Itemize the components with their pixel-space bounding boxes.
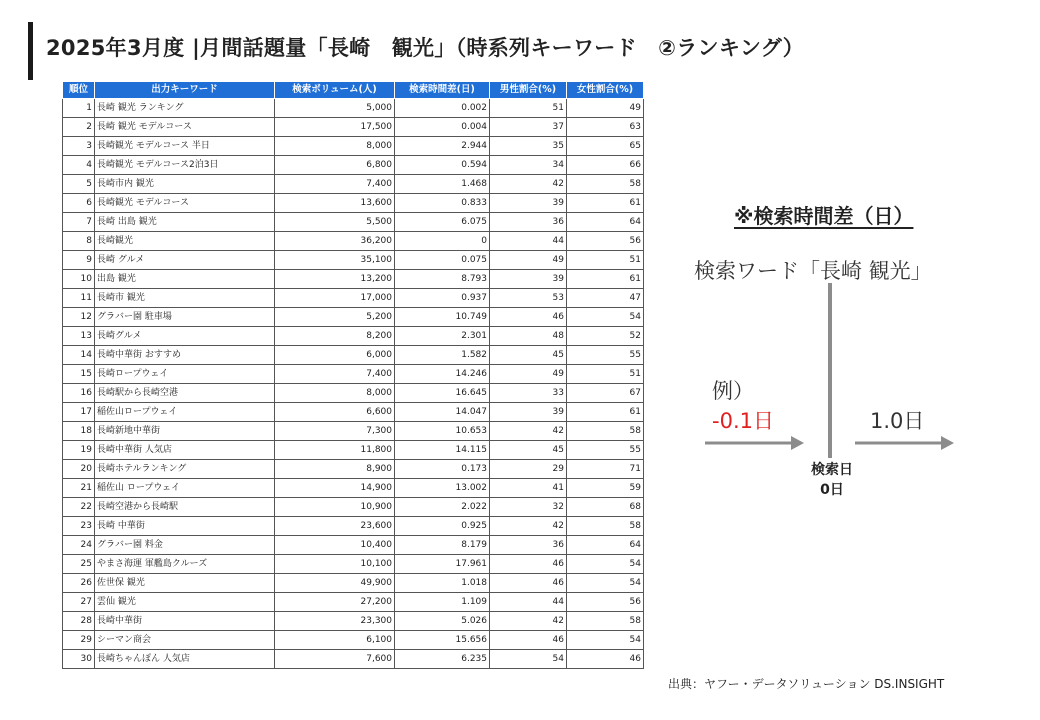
table-cell: 5,200	[275, 308, 395, 327]
table-cell: 32	[490, 498, 567, 517]
table-cell: 44	[490, 232, 567, 251]
keyword-cell: 長崎 観光 ランキング	[95, 99, 275, 118]
search-day-value: 0日	[820, 482, 844, 498]
table-cell: 71	[567, 460, 644, 479]
table-row	[63, 650, 644, 669]
table-cell: 6,800	[275, 156, 395, 175]
keyword-cell: 長崎 グルメ	[95, 251, 275, 270]
table-row	[63, 612, 644, 631]
keyword-cell: グラバー園 駐車場	[95, 308, 275, 327]
table-cell: 0.925	[395, 517, 490, 536]
keyword-cell: 長崎 観光 モデルコース	[95, 118, 275, 137]
table-cell: 14.047	[395, 403, 490, 422]
table-cell: 17,500	[275, 118, 395, 137]
table-cell: 46	[490, 308, 567, 327]
table-cell: 55	[567, 441, 644, 460]
table-row	[63, 270, 644, 289]
table-cell: 68	[567, 498, 644, 517]
table-cell: 49	[567, 99, 644, 118]
table-cell: 0.173	[395, 460, 490, 479]
table-cell: 0.594	[395, 156, 490, 175]
table-cell: 14.115	[395, 441, 490, 460]
table-cell: 2.301	[395, 327, 490, 346]
table-cell: 13,600	[275, 194, 395, 213]
table-cell: 58	[567, 422, 644, 441]
table-cell: 54	[490, 650, 567, 669]
search-word-label: 検索ワード「長崎 観光」	[694, 259, 932, 283]
table-cell: 17.961	[395, 555, 490, 574]
table-cell: 18	[63, 422, 95, 441]
table-cell: 28	[63, 612, 95, 631]
table-cell: 54	[567, 308, 644, 327]
table-cell: 6.075	[395, 213, 490, 232]
table-cell: 19	[63, 441, 95, 460]
column-header: 男性割合(%)	[490, 82, 567, 99]
table-cell: 47	[567, 289, 644, 308]
table-cell: 46	[490, 631, 567, 650]
keyword-cell: グラバー園 料金	[95, 536, 275, 555]
table-cell: 10,400	[275, 536, 395, 555]
table-row	[63, 498, 644, 517]
column-header: 女性割合(%)	[567, 82, 644, 99]
table-row	[63, 156, 644, 175]
keyword-cell: 佐世保 観光	[95, 574, 275, 593]
table-cell: 6,000	[275, 346, 395, 365]
table-cell: 42	[490, 612, 567, 631]
table-cell: 10	[63, 270, 95, 289]
table-cell: 34	[490, 156, 567, 175]
table-cell: 14,900	[275, 479, 395, 498]
table-cell: 2.944	[395, 137, 490, 156]
table-cell: 8.179	[395, 536, 490, 555]
keyword-cell: 長崎駅から長崎空港	[95, 384, 275, 403]
ranking-table	[62, 81, 644, 669]
table-row	[63, 289, 644, 308]
table-cell: 27,200	[275, 593, 395, 612]
table-cell: 22	[63, 498, 95, 517]
search-day-axis-line	[828, 283, 832, 458]
keyword-cell: 長崎中華街	[95, 612, 275, 631]
table-cell: 10.749	[395, 308, 490, 327]
table-cell: 49	[490, 251, 567, 270]
keyword-cell: 長崎新地中華街	[95, 422, 275, 441]
table-cell: 0.075	[395, 251, 490, 270]
table-cell: 3	[63, 137, 95, 156]
table-cell: 58	[567, 612, 644, 631]
table-cell: 1.109	[395, 593, 490, 612]
table-cell: 52	[567, 327, 644, 346]
table-cell: 15.656	[395, 631, 490, 650]
table-cell: 61	[567, 270, 644, 289]
keyword-cell: 長崎観光 モデルコース 半日	[95, 137, 275, 156]
table-row	[63, 536, 644, 555]
table-row	[63, 194, 644, 213]
table-cell: 33	[490, 384, 567, 403]
table-row	[63, 308, 644, 327]
table-cell: 66	[567, 156, 644, 175]
keyword-cell: 稲佐山ロープウェイ	[95, 403, 275, 422]
table-cell: 13	[63, 327, 95, 346]
table-cell: 51	[490, 99, 567, 118]
table-cell: 13.002	[395, 479, 490, 498]
table-cell: 0.937	[395, 289, 490, 308]
table-cell: 6,600	[275, 403, 395, 422]
table-cell: 51	[567, 251, 644, 270]
table-row	[63, 175, 644, 194]
table-cell: 0.002	[395, 99, 490, 118]
table-cell: 59	[567, 479, 644, 498]
table-cell: 1	[63, 99, 95, 118]
table-cell: 6	[63, 194, 95, 213]
table-cell: 7,400	[275, 365, 395, 384]
table-cell: 39	[490, 194, 567, 213]
table-cell: 61	[567, 194, 644, 213]
minus-value-label: -0.1日	[712, 409, 774, 433]
table-cell: 5,500	[275, 213, 395, 232]
table-cell: 51	[567, 365, 644, 384]
keyword-cell: 長崎 出島 観光	[95, 213, 275, 232]
table-cell: 36	[490, 536, 567, 555]
table-cell: 46	[567, 650, 644, 669]
keyword-cell: シーマン商会	[95, 631, 275, 650]
table-cell: 14.246	[395, 365, 490, 384]
table-cell: 4	[63, 156, 95, 175]
table-row	[63, 118, 644, 137]
keyword-cell: 長崎ちゃんぽん 人気店	[95, 650, 275, 669]
table-row	[63, 99, 644, 118]
table-header-row	[63, 82, 644, 99]
table-cell: 37	[490, 118, 567, 137]
table-cell: 13,200	[275, 270, 395, 289]
keyword-cell: 長崎観光 モデルコース	[95, 194, 275, 213]
table-cell: 9	[63, 251, 95, 270]
table-cell: 20	[63, 460, 95, 479]
table-cell: 6.235	[395, 650, 490, 669]
table-cell: 67	[567, 384, 644, 403]
keyword-cell: 長崎グルメ	[95, 327, 275, 346]
table-cell: 5.026	[395, 612, 490, 631]
table-cell: 54	[567, 574, 644, 593]
table-cell: 8,000	[275, 384, 395, 403]
search-day-title: 検索日	[811, 462, 853, 478]
table-cell: 1.468	[395, 175, 490, 194]
table-cell: 1.582	[395, 346, 490, 365]
table-cell: 39	[490, 270, 567, 289]
table-cell: 24	[63, 536, 95, 555]
keyword-cell: 長崎ロープウェイ	[95, 365, 275, 384]
table-cell: 41	[490, 479, 567, 498]
page-title: 2025年3月度 |月間話題量「長崎 観光」（時系列キーワード ②ランキング）	[46, 36, 805, 60]
table-cell: 64	[567, 536, 644, 555]
table-cell: 46	[490, 555, 567, 574]
keyword-cell: 長崎観光	[95, 232, 275, 251]
table-cell: 26	[63, 574, 95, 593]
table-cell: 53	[490, 289, 567, 308]
table-cell: 8,000	[275, 137, 395, 156]
keyword-cell: 長崎市内 観光	[95, 175, 275, 194]
table-cell: 64	[567, 213, 644, 232]
table-cell: 7,400	[275, 175, 395, 194]
table-cell: 6,100	[275, 631, 395, 650]
column-header: 順位	[63, 82, 95, 99]
arrow-right-icon	[855, 434, 955, 452]
table-cell: 0	[395, 232, 490, 251]
table-cell: 56	[567, 232, 644, 251]
arrow-right-icon	[705, 434, 805, 452]
table-row	[63, 213, 644, 232]
table-cell: 54	[567, 555, 644, 574]
table-cell: 27	[63, 593, 95, 612]
table-cell: 42	[490, 422, 567, 441]
table-cell: 11,800	[275, 441, 395, 460]
table-cell: 8,200	[275, 327, 395, 346]
table-cell: 58	[567, 517, 644, 536]
title-accent-bar	[28, 22, 33, 80]
table-row	[63, 631, 644, 650]
table-cell: 17	[63, 403, 95, 422]
table-cell: 2.022	[395, 498, 490, 517]
keyword-cell: 雲仙 観光	[95, 593, 275, 612]
table-cell: 65	[567, 137, 644, 156]
table-cell: 56	[567, 593, 644, 612]
keyword-cell: やまさ海運 軍艦島クルーズ	[95, 555, 275, 574]
table-cell: 14	[63, 346, 95, 365]
column-header: 検索ボリューム(人)	[275, 82, 395, 99]
table-cell: 23,600	[275, 517, 395, 536]
keyword-cell: 長崎市 観光	[95, 289, 275, 308]
table-cell: 35	[490, 137, 567, 156]
keyword-cell: 長崎中華街 おすすめ	[95, 346, 275, 365]
table-row	[63, 403, 644, 422]
table-cell: 23,300	[275, 612, 395, 631]
table-cell: 39	[490, 403, 567, 422]
table-cell: 55	[567, 346, 644, 365]
table-row	[63, 232, 644, 251]
table-row	[63, 251, 644, 270]
table-cell: 49	[490, 365, 567, 384]
table-cell: 7,600	[275, 650, 395, 669]
search-day-label	[796, 460, 868, 500]
table-cell: 42	[490, 517, 567, 536]
table-cell: 36,200	[275, 232, 395, 251]
table-cell: 54	[567, 631, 644, 650]
table-cell: 25	[63, 555, 95, 574]
table-cell: 10,900	[275, 498, 395, 517]
table-cell: 45	[490, 441, 567, 460]
table-cell: 46	[490, 574, 567, 593]
table-row	[63, 441, 644, 460]
table-cell: 45	[490, 346, 567, 365]
table-cell: 0.833	[395, 194, 490, 213]
keyword-cell: 長崎 中華街	[95, 517, 275, 536]
table-cell: 58	[567, 175, 644, 194]
table-cell: 8.793	[395, 270, 490, 289]
table-cell: 11	[63, 289, 95, 308]
table-cell: 10,100	[275, 555, 395, 574]
keyword-cell: 長崎空港から長崎駅	[95, 498, 275, 517]
table-cell: 8,900	[275, 460, 395, 479]
table-cell: 29	[490, 460, 567, 479]
table-row	[63, 574, 644, 593]
table-cell: 36	[490, 213, 567, 232]
table-cell: 61	[567, 403, 644, 422]
table-row	[63, 137, 644, 156]
source-credit: 出典：ヤフー・データソリューション DS.INSIGHT	[668, 677, 945, 691]
table-cell: 63	[567, 118, 644, 137]
table-cell: 10.653	[395, 422, 490, 441]
keyword-cell: 長崎観光 モデルコース2泊3日	[95, 156, 275, 175]
table-row	[63, 479, 644, 498]
table-row	[63, 346, 644, 365]
table-cell: 49,900	[275, 574, 395, 593]
table-row	[63, 327, 644, 346]
column-header: 検索時間差(日)	[395, 82, 490, 99]
note-title: ※検索時間差（日）	[734, 204, 914, 228]
table-cell: 21	[63, 479, 95, 498]
table-cell: 48	[490, 327, 567, 346]
table-cell: 5,000	[275, 99, 395, 118]
table-row	[63, 555, 644, 574]
example-label: 例）	[712, 379, 754, 403]
table-cell: 16.645	[395, 384, 490, 403]
table-cell: 16	[63, 384, 95, 403]
table-cell: 12	[63, 308, 95, 327]
table-cell: 2	[63, 118, 95, 137]
table-cell: 1.018	[395, 574, 490, 593]
table-cell: 42	[490, 175, 567, 194]
table-cell: 23	[63, 517, 95, 536]
keyword-cell: 長崎中華街 人気店	[95, 441, 275, 460]
table-row	[63, 365, 644, 384]
table-cell: 17,000	[275, 289, 395, 308]
table-row	[63, 384, 644, 403]
table-row	[63, 422, 644, 441]
plus-value-label: 1.0日	[870, 409, 925, 433]
table-row	[63, 460, 644, 479]
table-cell: 29	[63, 631, 95, 650]
table-cell: 8	[63, 232, 95, 251]
table-body	[63, 99, 644, 669]
keyword-cell: 長崎ホテルランキング	[95, 460, 275, 479]
table-cell: 44	[490, 593, 567, 612]
table-cell: 15	[63, 365, 95, 384]
table-cell: 7,300	[275, 422, 395, 441]
table-cell: 0.004	[395, 118, 490, 137]
table-cell: 35,100	[275, 251, 395, 270]
table-row	[63, 517, 644, 536]
table-cell: 7	[63, 213, 95, 232]
keyword-cell: 稲佐山 ロープウェイ	[95, 479, 275, 498]
column-header: 出力キーワード	[95, 82, 275, 99]
table-cell: 5	[63, 175, 95, 194]
table-cell: 30	[63, 650, 95, 669]
keyword-cell: 出島 観光	[95, 270, 275, 289]
table-row	[63, 593, 644, 612]
